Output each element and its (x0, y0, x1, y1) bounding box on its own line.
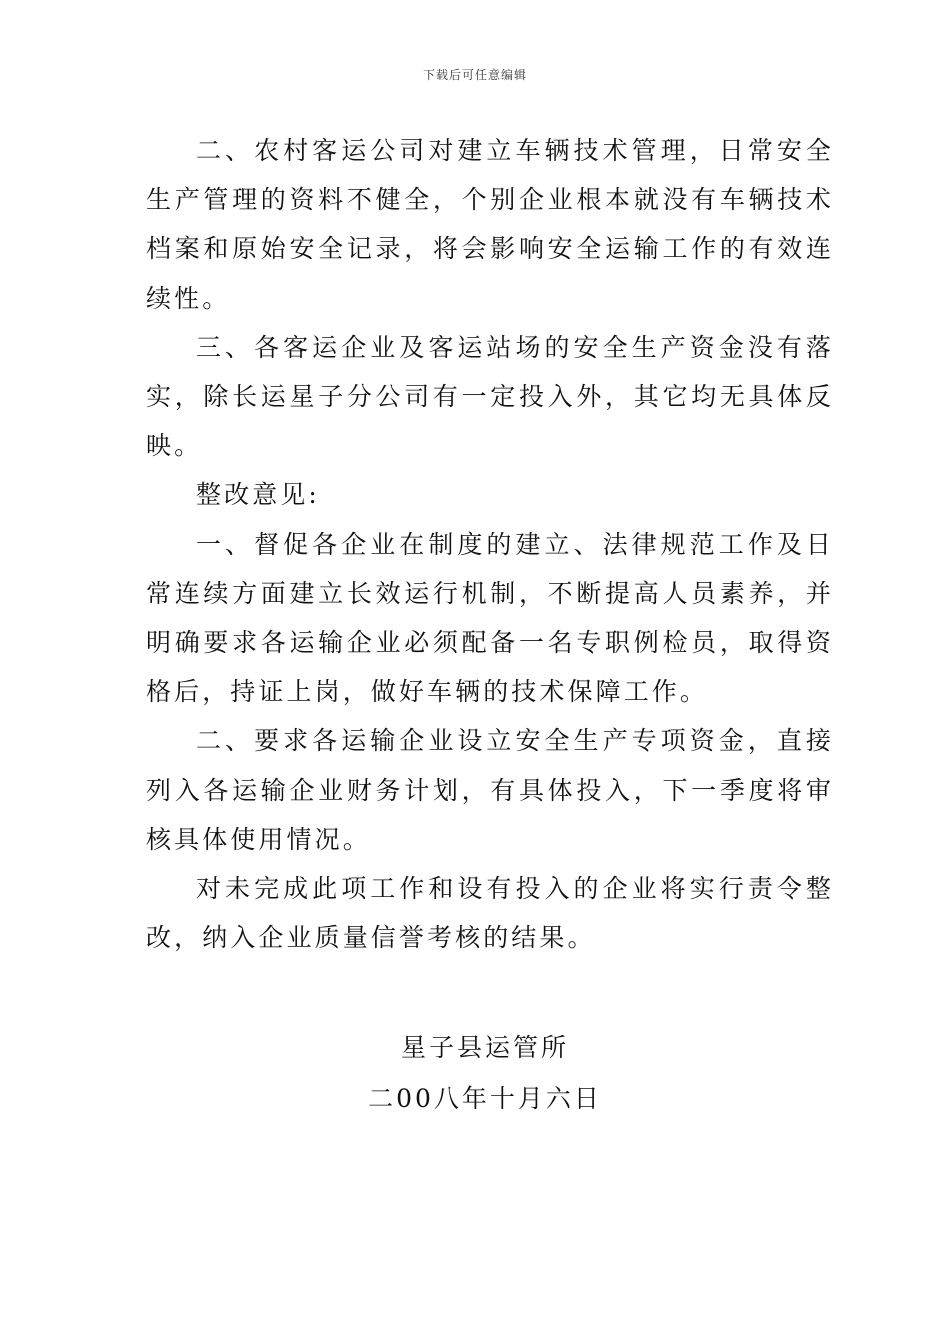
document-body (146, 126, 834, 962)
signature-block (0, 1022, 950, 1124)
page-header-note: 下载后可任意编辑 (422, 68, 527, 82)
paragraph-conclusion: 对未完成此项工作和设有投入的企业将实行责令整改，纳入企业质量信誉考核的结果。 (146, 874, 834, 953)
paragraph-opinion-2: 二、要求各运输企业设立安全生产专项资金，直接列入各运输企业财务计划，有具体投入，下一季度将审核具体使用情况。 (146, 726, 834, 854)
paragraph-issue-2: 二、农村客运公司对建立车辆技术管理，日常安全生产管理的资料不健全，个别企业根本就没有车辆技术档案和原始安全记录，将会影响安全运输工作的有效连续性。 (146, 136, 834, 313)
section-heading-rectification: 整改意见: (196, 480, 320, 510)
paragraph-opinion-1: 一、督促各企业在制度的建立、法律规范工作及日常连续方面建立长效运行机制，不断提高人员素养，并明确要求各运输企业必须配备一名专职例检员，取得资格后，持证上岗，做好车辆的技术保障工作。 (146, 529, 834, 707)
signature-date: 二00八年十月六日 (368, 1084, 602, 1113)
signature-organization: 星子县运管所 (400, 1033, 569, 1062)
paragraph-issue-3: 三、各客运企业及客运站场的安全生产资金没有落实，除长运星子分公司有一定投入外，其它均无具体反映。 (146, 332, 834, 461)
